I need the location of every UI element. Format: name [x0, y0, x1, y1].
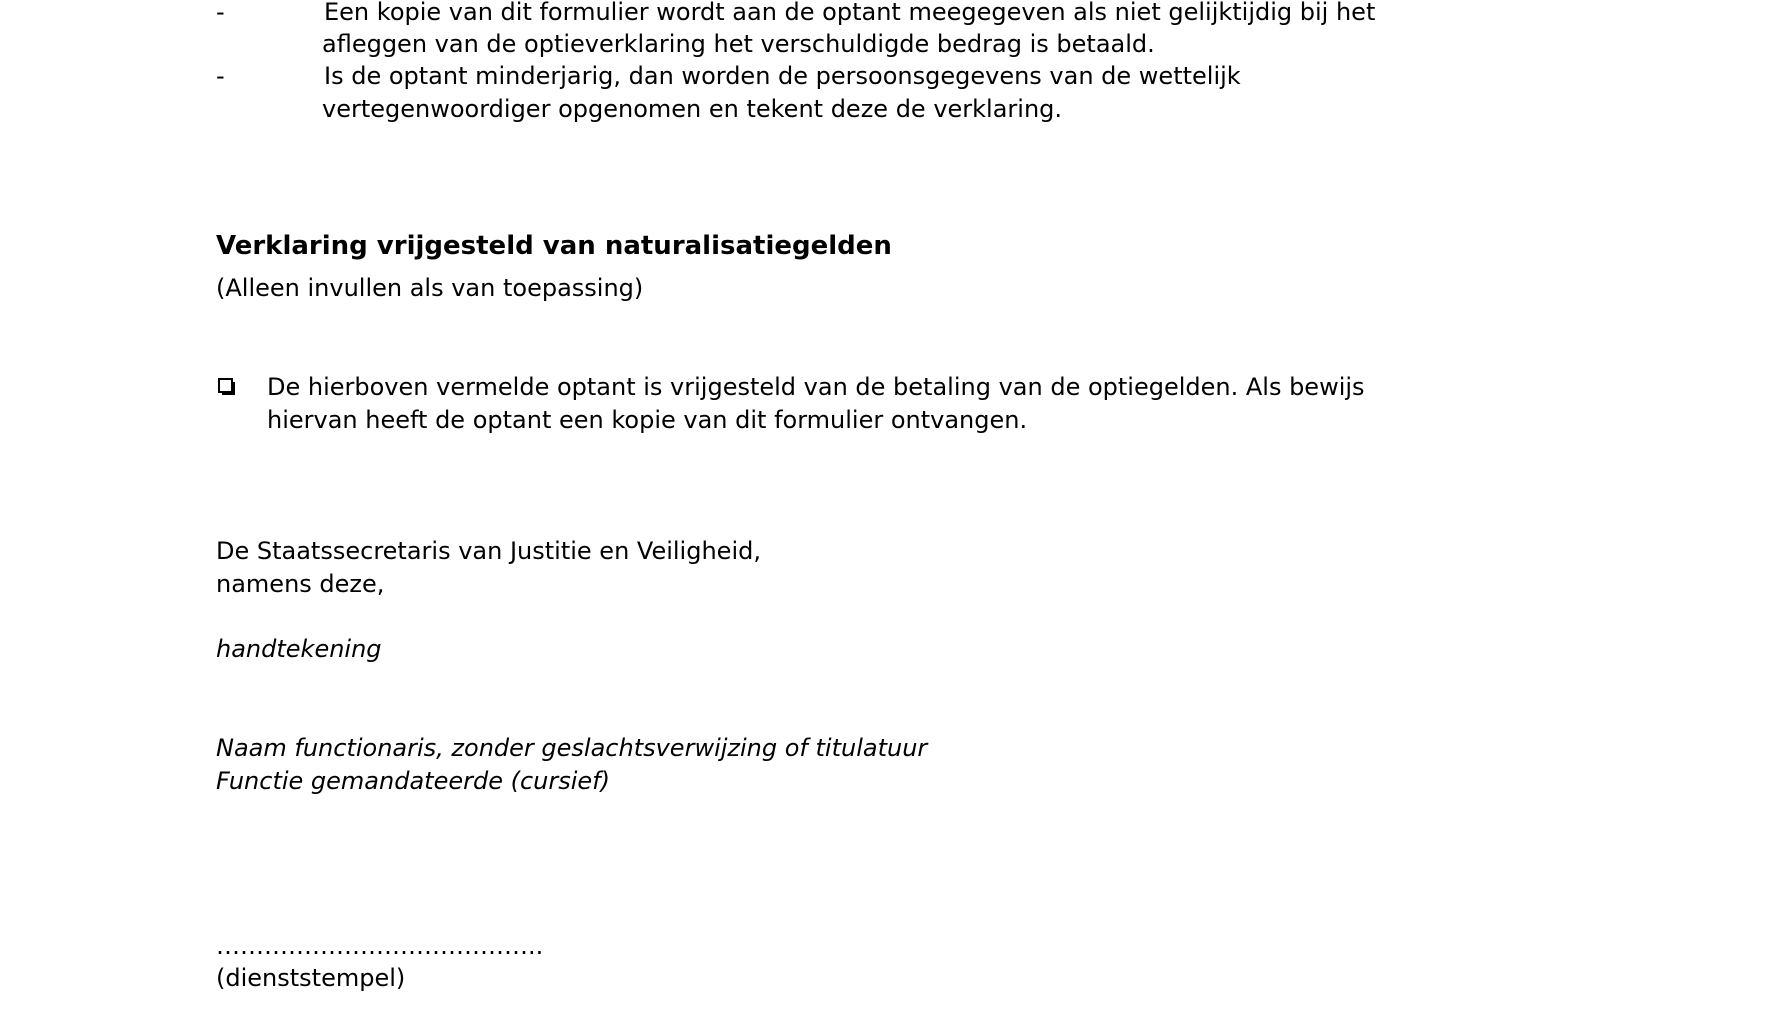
- on-behalf-text: namens deze,: [216, 570, 385, 598]
- official-name-placeholder: Naam functionaris, zonder geslachtsverwijzing of titulatuur: [216, 734, 928, 762]
- bullet-marker: -: [216, 62, 225, 90]
- stamp-dotted-line: …………………………………..: [216, 932, 544, 960]
- checkbox-label-line: De hierboven vermelde optant is vrijgesteld van de betaling van de optiegelden. Als bewijs: [267, 373, 1365, 401]
- section-heading: Verklaring vrijgesteld van naturalisatiegelden: [216, 231, 892, 261]
- checkbox-icon[interactable]: [218, 378, 236, 396]
- signature-placeholder: handtekening: [216, 635, 382, 663]
- authority-title: De Staatssecretaris van Justitie en Veiligheid,: [216, 537, 761, 565]
- bullet-text-line: Een kopie van dit formulier wordt aan de optant meegegeven als niet gelijktijdig bij het: [324, 0, 1376, 26]
- official-function-placeholder: Functie gemandateerde (cursief): [216, 767, 610, 795]
- bullet-text-line: Is de optant minderjarig, dan worden de persoonsgegevens van de wettelijk: [324, 62, 1241, 90]
- stamp-label: (dienststempel): [216, 964, 406, 992]
- bullet-text-line: vertegenwoordiger opgenomen en tekent deze de verklaring.: [322, 95, 1063, 123]
- bullet-text-line: afleggen van de optieverklaring het verschuldigde bedrag is betaald.: [322, 30, 1155, 58]
- checkbox-label-line: hiervan heeft de optant een kopie van dit formulier ontvangen.: [267, 406, 1028, 434]
- section-subheading: (Alleen invullen als van toepassing): [216, 274, 644, 302]
- bullet-marker: -: [216, 0, 225, 26]
